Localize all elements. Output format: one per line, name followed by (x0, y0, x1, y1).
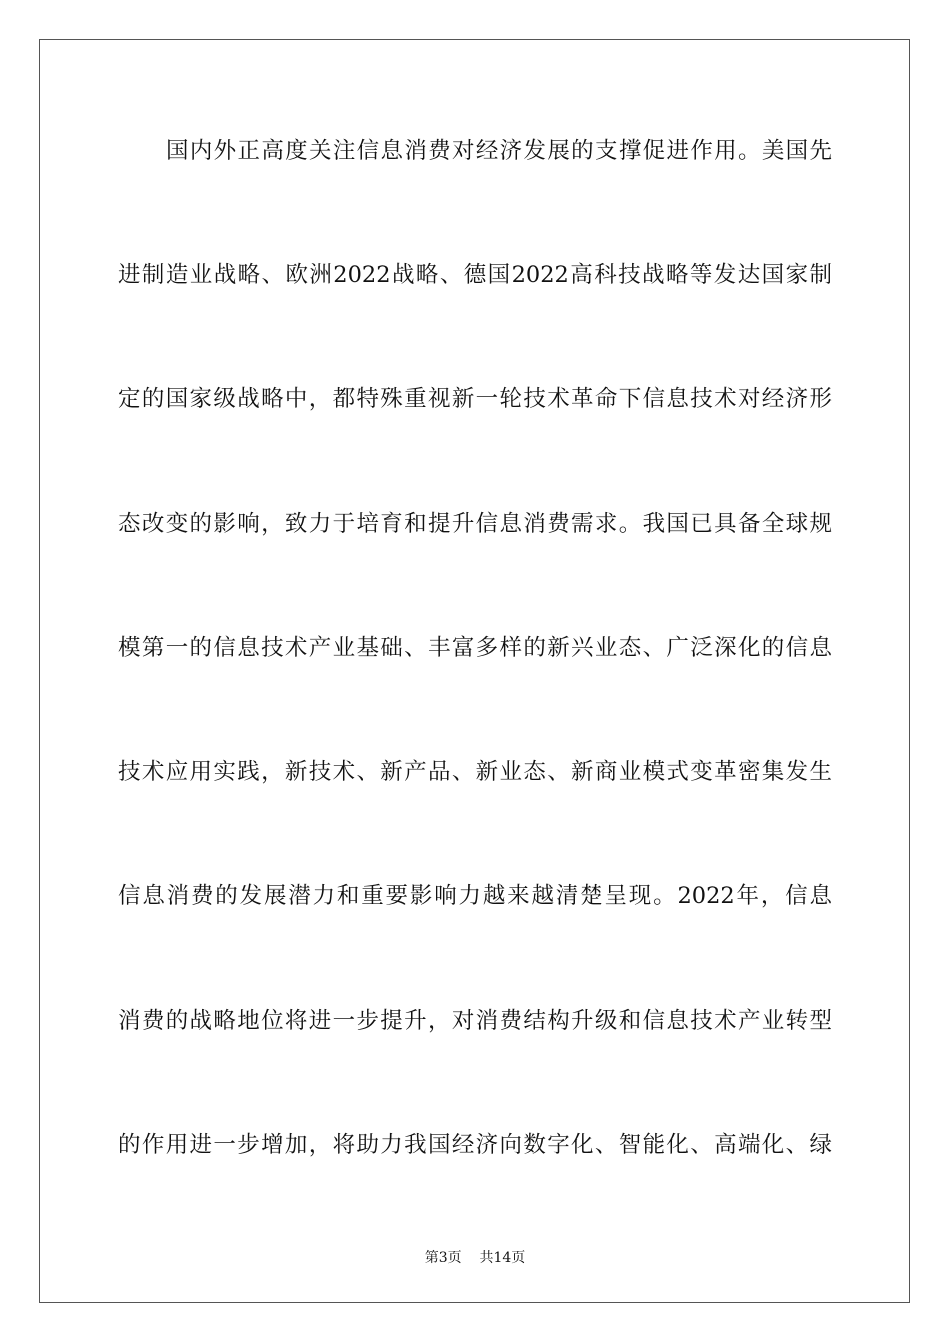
page-border (39, 39, 910, 1303)
body-text-line-8: 消费的战略地位将进一步提升，对消费结构升级和信息技术产业转型 (118, 1008, 832, 1034)
body-text-line-5: 模第一的信息技术产业基础、丰富多样的新兴业态、广泛深化的信息 (118, 635, 832, 661)
body-text-line-9: 的作用进一步增加，将助力我国经济向数字化、智能化、高端化、绿 (118, 1132, 832, 1158)
body-text-line-6: 技术应用实践，新技术、新产品、新业态、新商业模式变革密集发生 (118, 759, 832, 785)
body-text-line-4: 态改变的影响，致力于培育和提升信息消费需求。我国已具备全球规 (118, 511, 832, 537)
body-text-line-1: 国内外正高度关注信息消费对经济发展的支撑促进作用。美国先 (166, 138, 832, 164)
body-text-line-3: 定的国家级战略中，都特殊重视新一轮技术革命下信息技术对经济形 (118, 386, 832, 412)
page-number-footer: 第3页 共14页 (424, 1250, 526, 1266)
body-text-line-2: 进制造业战略、欧洲2022战略、德国2022高科技战略等发达国家制 (118, 262, 832, 288)
body-text-line-7: 信息消费的发展潜力和重要影响力越来越清楚呈现。2022年，信息 (118, 883, 832, 909)
